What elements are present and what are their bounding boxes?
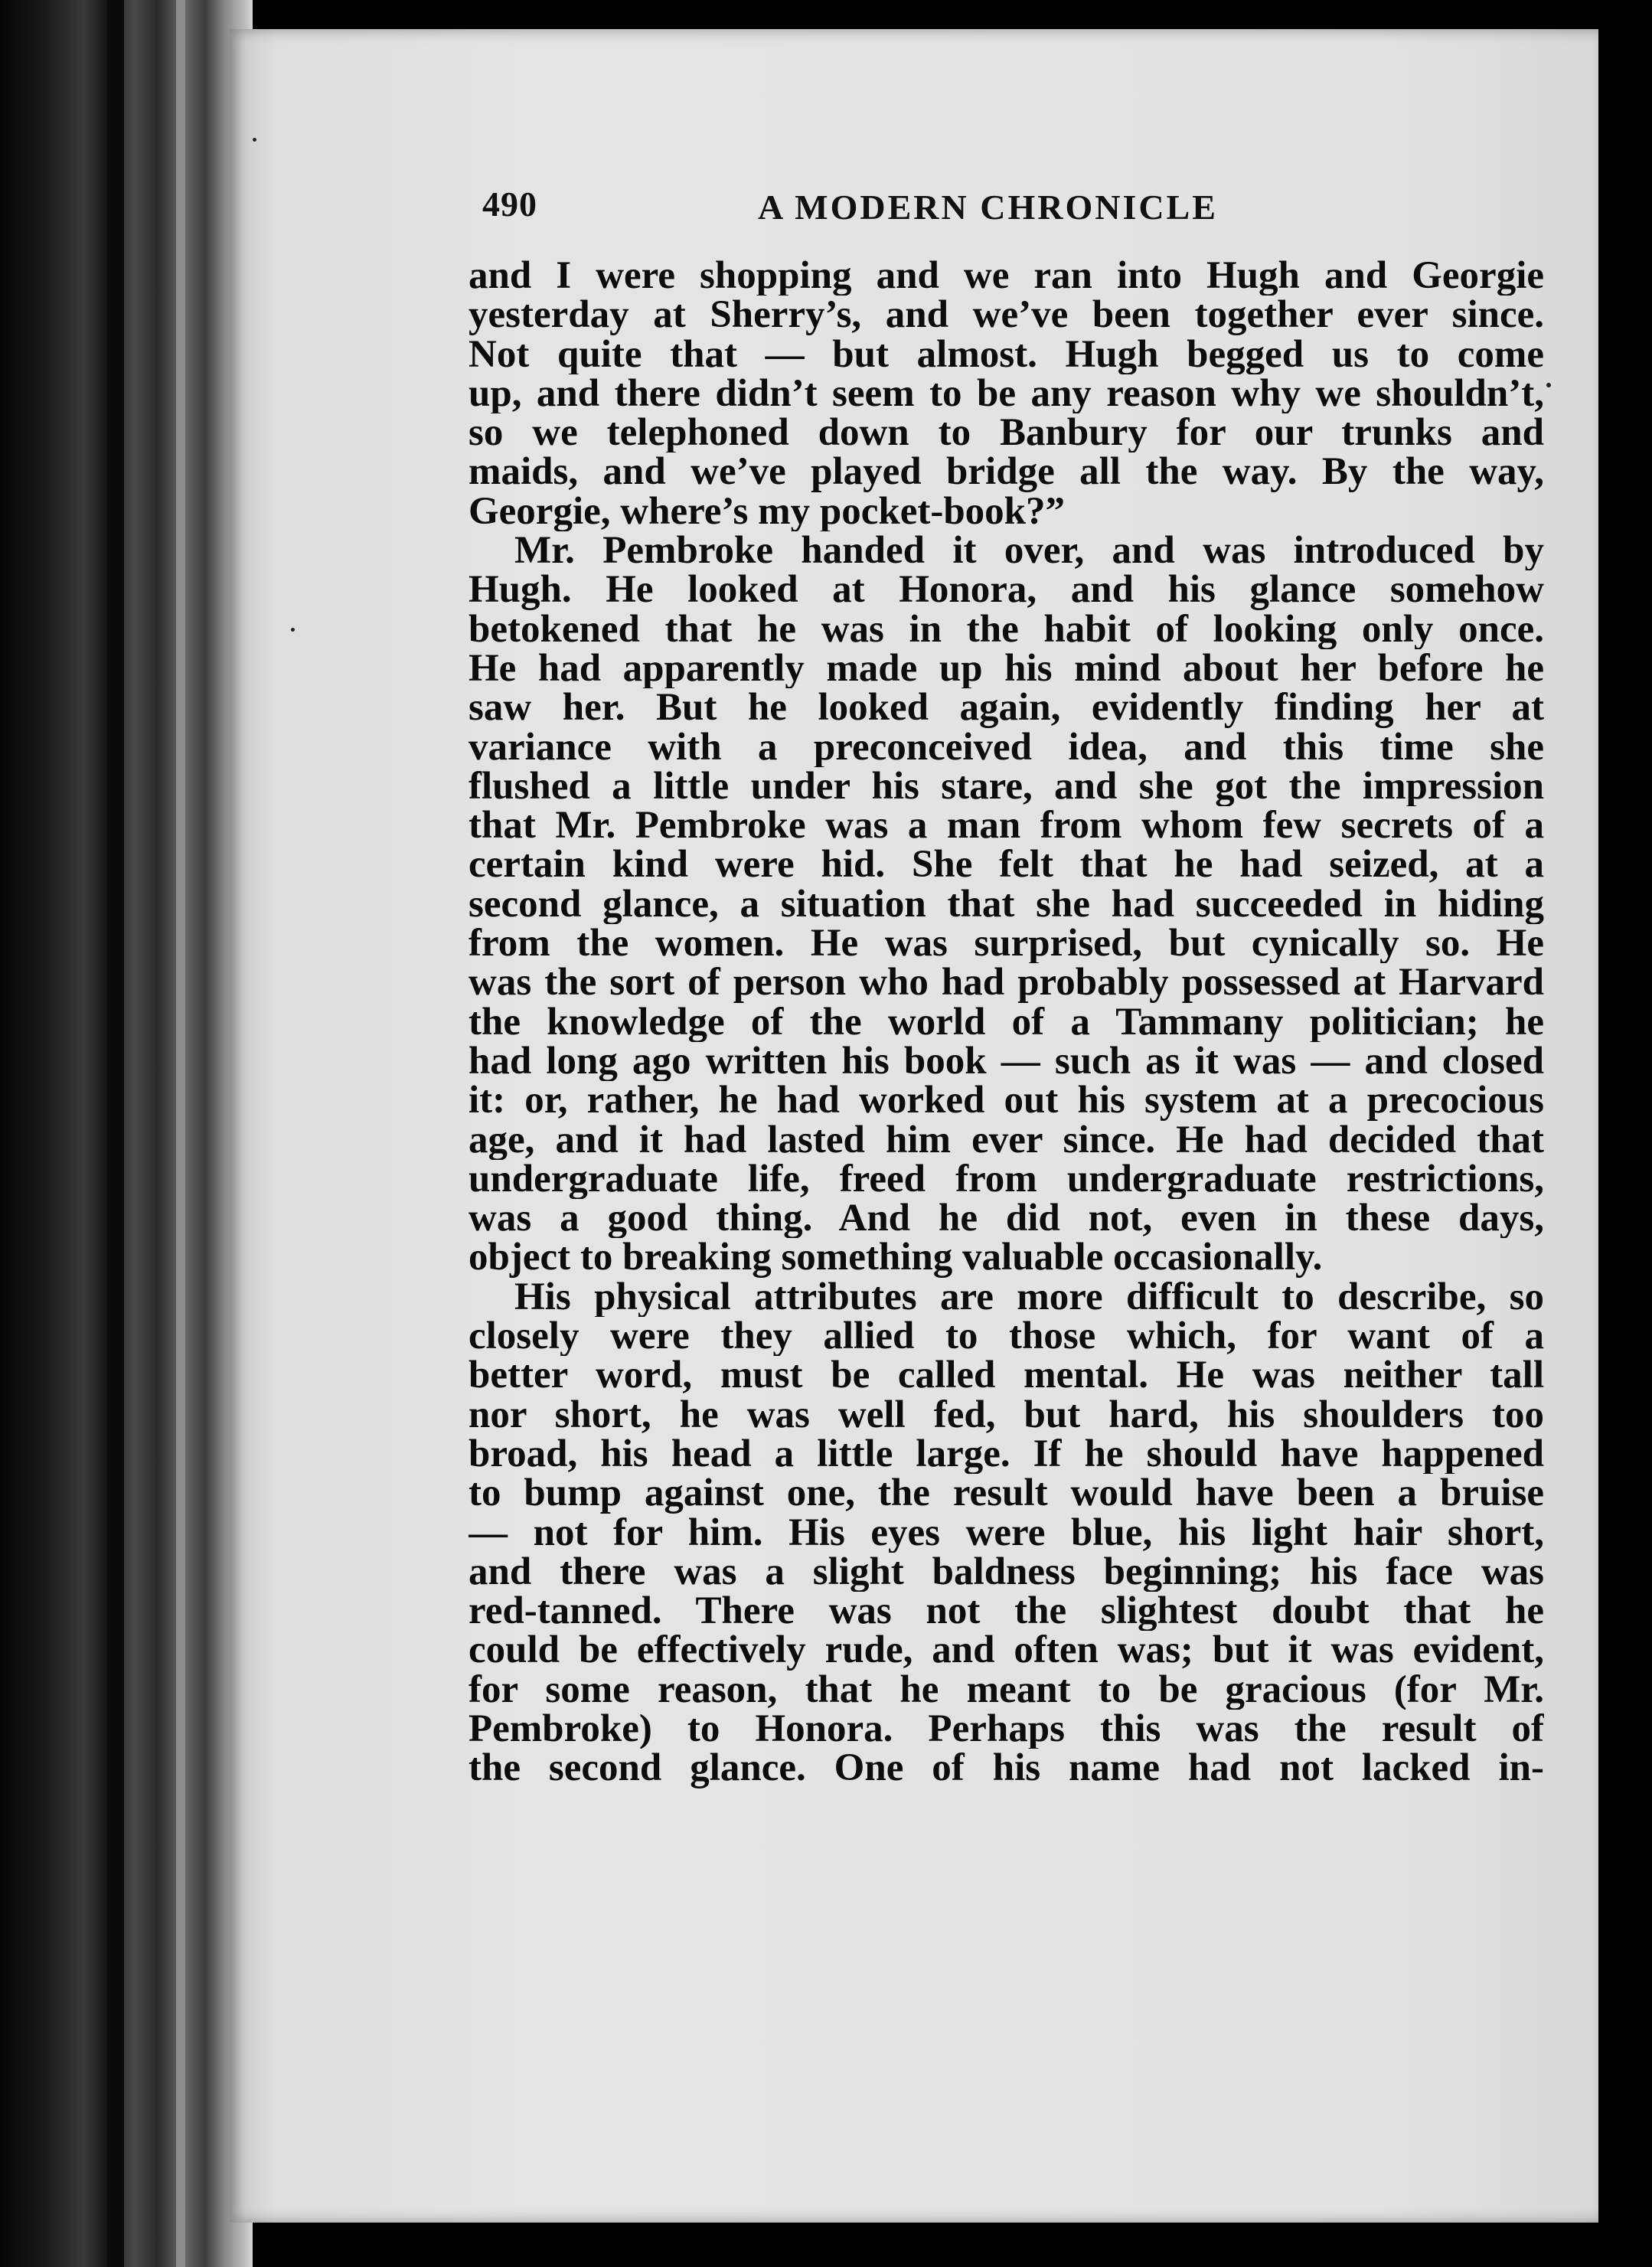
- text-line: for some reason, that he meant to be gracious (for Mr.: [469, 1670, 1544, 1710]
- text-line: object to breaking something valuable occasionally.: [469, 1238, 1323, 1278]
- text-line: from the women. He was surprised, but cynically so. He: [469, 924, 1544, 964]
- text-line: Hugh. He looked at Honora, and his glance somehow: [469, 570, 1544, 610]
- running-title: A MODERN CHRONICLE: [758, 188, 1218, 227]
- text-line: and there was a slight baldness beginning; his face was: [469, 1552, 1544, 1592]
- text-line: maids, and we’ve played bridge all the way. By the way,: [469, 452, 1544, 492]
- binding-highlight-stripe: [176, 0, 185, 2267]
- text-line: Not quite that — but almost. Hugh begged us to come: [469, 335, 1544, 374]
- text-line: second glance, a situation that she had succeeded in hiding: [469, 884, 1544, 925]
- book-binding: [0, 0, 253, 2267]
- print-speck: [1546, 383, 1551, 387]
- binding-shadow-stripe: [107, 0, 124, 2267]
- text-line: undergraduate life, freed from undergraduate restrictions,: [469, 1159, 1544, 1200]
- text-line: Pembroke) to Honora. Perhaps this was the result of: [469, 1709, 1544, 1749]
- text-line: flushed a little under his stare, and she got the impression: [469, 766, 1544, 807]
- text-line: to bump against one, the result would have been a bruise: [469, 1474, 1544, 1514]
- text-line: closely were they allied to those which, for want of a: [469, 1317, 1544, 1357]
- page-number: 490: [482, 185, 537, 224]
- text-line: the second glance. One of his name had not lacked in-: [469, 1749, 1544, 1788]
- text-line: certain kind were hid. She felt that he had seized, at a: [469, 845, 1544, 885]
- text-line: up, and there didn’t seem to be any reason why we shouldn’t,: [469, 374, 1544, 414]
- text-line: variance with a preconceived idea, and this time she: [469, 727, 1544, 767]
- text-line: it: or, rather, he had worked out his system at a precocious: [469, 1081, 1544, 1121]
- text-line: His physical attributes are more difficult to describe, so: [514, 1277, 1544, 1318]
- text-line: had long ago written his book — such as it was — and closed: [469, 1041, 1544, 1082]
- text-line: was a good thing. And he did not, even in these days,: [469, 1199, 1544, 1239]
- text-line: so we telephoned down to Banbury for our trunks and: [469, 413, 1544, 453]
- text-line: — not for him. His eyes were blue, his light hair short,: [469, 1513, 1544, 1553]
- print-speck: [291, 628, 295, 632]
- text-line: better word, must be called mental. He was neither tall: [469, 1356, 1544, 1396]
- text-line: nor short, he was well fed, but hard, his shoulders too: [469, 1395, 1544, 1435]
- page-header: [482, 184, 1554, 237]
- text-line: betokened that he was in the habit of looking only once.: [469, 609, 1544, 649]
- text-line: age, and it had lasted him ever since. He had decided that: [469, 1120, 1544, 1160]
- text-line: broad, his head a little large. If he should have happened: [469, 1434, 1544, 1475]
- body-text: [469, 256, 1544, 1788]
- text-line: was the sort of person who had probably possessed at Harvard: [469, 963, 1544, 1003]
- text-line: yesterday at Sherry’s, and we’ve been together ever since.: [469, 296, 1544, 335]
- text-line: red-tanned. There was not the slightest doubt that he: [469, 1592, 1544, 1632]
- page-edge-shadow: [1598, 0, 1652, 2267]
- print-speck: [253, 138, 256, 142]
- text-line: He had apparently made up his mind about her before he: [469, 648, 1544, 689]
- text-line: and I were shopping and we ran into Hugh and Georgie: [469, 256, 1544, 296]
- text-line: that Mr. Pembroke was a man from whom few secrets of a: [469, 806, 1544, 846]
- text-line: the knowledge of the world of a Tammany politician; he: [469, 1002, 1544, 1042]
- text-line: Georgie, where’s my pocket-book?”: [469, 492, 1066, 532]
- text-line: saw her. But he looked again, evidently finding her at: [469, 688, 1544, 728]
- text-line: could be effectively rude, and often was; but it was evident,: [469, 1631, 1544, 1671]
- text-line: Mr. Pembroke handed it over, and was introduced by: [514, 531, 1544, 571]
